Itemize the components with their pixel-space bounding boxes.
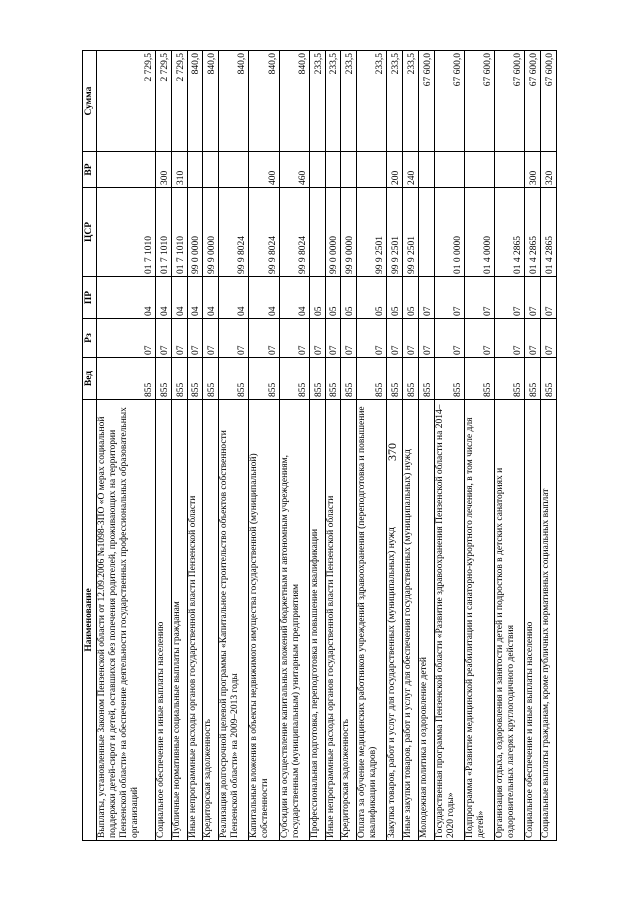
table-row bbox=[357, 51, 387, 841]
table-row bbox=[418, 51, 434, 841]
cell-sum: 67 600,0 bbox=[541, 51, 557, 152]
table-row bbox=[219, 51, 249, 841]
cell-sum: 840,0 bbox=[203, 51, 219, 152]
cell-csr: 01 7 1010 bbox=[171, 188, 187, 277]
header-name: Наименование bbox=[83, 400, 97, 841]
cell-sum: 2 729,5 bbox=[171, 51, 187, 152]
cell-vr: 200 bbox=[387, 152, 403, 188]
cell-ved: 855 bbox=[403, 358, 419, 400]
cell-pr: 04 bbox=[219, 277, 249, 319]
cell-sum: 67 600,0 bbox=[495, 51, 525, 152]
cell-csr: 01 0 0000 bbox=[434, 188, 464, 277]
cell-rz: 07 bbox=[97, 319, 156, 358]
cell-vr bbox=[434, 152, 464, 188]
cell-name: Государственная программа Пензенской области «Развитие здравоохранения Пензенской области на 2014–2020 годы» bbox=[434, 400, 464, 841]
cell-pr: 04 bbox=[97, 277, 156, 319]
cell-vr bbox=[187, 152, 203, 188]
cell-pr: 04 bbox=[187, 277, 203, 319]
rotated-page bbox=[82, 51, 557, 841]
table-row bbox=[403, 51, 419, 841]
table-row bbox=[203, 51, 219, 841]
header-rz: Рз bbox=[83, 319, 97, 358]
cell-name: Социальные выплаты гражданам, кроме публичных нормативных социальных выплат bbox=[541, 400, 557, 841]
cell-name: Выплаты, установленные Законом Пензенской области от 12.09.2006 №1098-ЗПО «О мерах социальной поддержки детей-сирот и детей, оставшихся без попечения родителей, проживающих на территории Пензенской области» на обеспечение деятельности государственных профессиональных образовательных организаций bbox=[97, 400, 156, 841]
cell-rz: 07 bbox=[325, 319, 341, 358]
cell-vr bbox=[418, 152, 434, 188]
cell-name: Социальное обеспечение и иные выплаты населению bbox=[525, 400, 541, 841]
cell-rz: 07 bbox=[156, 319, 172, 358]
cell-rz: 07 bbox=[464, 319, 494, 358]
cell-csr: 99 9 2501 bbox=[387, 188, 403, 277]
cell-pr: 05 bbox=[325, 277, 341, 319]
cell-csr: 01 7 1010 bbox=[97, 188, 156, 277]
cell-ved: 855 bbox=[309, 358, 325, 400]
table-row bbox=[171, 51, 187, 841]
cell-rz: 07 bbox=[541, 319, 557, 358]
cell-csr: 01 4 0000 bbox=[464, 188, 494, 277]
cell-csr: 99 0 0000 bbox=[325, 188, 341, 277]
cell-sum: 2 729,5 bbox=[156, 51, 172, 152]
cell-ved: 855 bbox=[187, 358, 203, 400]
cell-csr: 01 4 2865 bbox=[495, 188, 525, 277]
cell-sum: 67 600,0 bbox=[418, 51, 434, 152]
cell-csr: 99 9 2501 bbox=[357, 188, 387, 277]
cell-name: Подпрограмма «Развитие медицинской реабилитации и санаторно-курортного лечения, в том числе для детей» bbox=[464, 400, 494, 841]
cell-ved: 855 bbox=[541, 358, 557, 400]
cell-sum: 2 729,5 bbox=[97, 51, 156, 152]
cell-ved: 855 bbox=[495, 358, 525, 400]
cell-pr: 07 bbox=[434, 277, 464, 319]
header-sum: Сумма bbox=[83, 51, 97, 152]
header-pr: ПР bbox=[83, 277, 97, 319]
header-csr: ЦСР bbox=[83, 188, 97, 277]
table-row bbox=[249, 51, 279, 841]
cell-csr: 99 0 0000 bbox=[187, 188, 203, 277]
cell-name: Иные закупки товаров, работ и услуг для обеспечения государственных (муниципальных) нужд bbox=[403, 400, 419, 841]
cell-vr: 300 bbox=[525, 152, 541, 188]
cell-rz: 07 bbox=[403, 319, 419, 358]
cell-vr bbox=[203, 152, 219, 188]
cell-pr: 07 bbox=[495, 277, 525, 319]
cell-pr: 05 bbox=[403, 277, 419, 319]
cell-name: Кредиторская задолженность bbox=[203, 400, 219, 841]
cell-pr: 04 bbox=[203, 277, 219, 319]
cell-sum: 233,5 bbox=[387, 51, 403, 152]
table-row bbox=[341, 51, 357, 841]
cell-ved: 855 bbox=[325, 358, 341, 400]
cell-pr: 07 bbox=[418, 277, 434, 319]
table-row bbox=[387, 51, 403, 841]
cell-ved: 855 bbox=[387, 358, 403, 400]
cell-rz: 07 bbox=[203, 319, 219, 358]
cell-vr: 460 bbox=[279, 152, 309, 188]
cell-ved: 855 bbox=[464, 358, 494, 400]
cell-csr bbox=[418, 188, 434, 277]
cell-ved: 855 bbox=[219, 358, 249, 400]
cell-ved: 855 bbox=[156, 358, 172, 400]
cell-vr: 400 bbox=[249, 152, 279, 188]
cell-csr: 99 9 0000 bbox=[341, 188, 357, 277]
cell-sum: 67 600,0 bbox=[464, 51, 494, 152]
cell-name: Иные непрограммные расходы органов государственной власти Пензенской области bbox=[325, 400, 341, 841]
cell-pr: 04 bbox=[156, 277, 172, 319]
cell-ved: 855 bbox=[341, 358, 357, 400]
cell-ved: 855 bbox=[357, 358, 387, 400]
cell-name: Профессиональная подготовка, переподготовка и повышение квалификации bbox=[309, 400, 325, 841]
cell-vr bbox=[341, 152, 357, 188]
cell-ved: 855 bbox=[203, 358, 219, 400]
cell-sum: 840,0 bbox=[249, 51, 279, 152]
cell-rz: 07 bbox=[387, 319, 403, 358]
cell-name: Закупка товаров, работ и услуг для государственных (муниципальных) нужд bbox=[387, 400, 403, 841]
cell-rz: 07 bbox=[309, 319, 325, 358]
cell-ved: 855 bbox=[249, 358, 279, 400]
cell-sum: 840,0 bbox=[279, 51, 309, 152]
cell-pr: 05 bbox=[357, 277, 387, 319]
cell-vr bbox=[495, 152, 525, 188]
cell-name: Субсидии на осуществление капитальных вложений бюджетным и автономным учреждениям, государственным (муниципальным) унитарным предприятиям bbox=[279, 400, 309, 841]
cell-vr bbox=[309, 152, 325, 188]
cell-vr: 310 bbox=[171, 152, 187, 188]
cell-name: Социальное обеспечение и иные выплаты населению bbox=[156, 400, 172, 841]
cell-rz: 07 bbox=[219, 319, 249, 358]
cell-vr: 320 bbox=[541, 152, 557, 188]
cell-vr bbox=[325, 152, 341, 188]
cell-name: Кредиторская задолженность bbox=[341, 400, 357, 841]
table-row bbox=[434, 51, 464, 841]
cell-vr bbox=[357, 152, 387, 188]
cell-vr: 300 bbox=[156, 152, 172, 188]
cell-csr: 01 4 2865 bbox=[541, 188, 557, 277]
cell-csr: 99 9 8024 bbox=[279, 188, 309, 277]
table-row bbox=[279, 51, 309, 841]
table-row bbox=[325, 51, 341, 841]
table-row bbox=[187, 51, 203, 841]
cell-name: Оплата за обучение медицинских работников учреждений здравоохранения (переподготовка и повышение квалификации кадров) bbox=[357, 400, 387, 841]
cell-sum: 67 600,0 bbox=[525, 51, 541, 152]
cell-vr bbox=[97, 152, 156, 188]
cell-pr: 04 bbox=[279, 277, 309, 319]
cell-pr: 05 bbox=[309, 277, 325, 319]
cell-sum: 233,5 bbox=[357, 51, 387, 152]
cell-csr: 99 9 0000 bbox=[203, 188, 219, 277]
cell-ved: 855 bbox=[97, 358, 156, 400]
budget-table bbox=[82, 50, 557, 841]
cell-vr: 240 bbox=[403, 152, 419, 188]
cell-name: Организация отдыха, оздоровления и занятости детей и подростков в детских санаториях и оздоровительных лагерях круглогодичного действия bbox=[495, 400, 525, 841]
cell-pr: 07 bbox=[464, 277, 494, 319]
cell-csr: 99 9 2501 bbox=[403, 188, 419, 277]
cell-rz: 07 bbox=[279, 319, 309, 358]
table-header-row bbox=[83, 51, 97, 841]
cell-rz: 07 bbox=[341, 319, 357, 358]
cell-pr: 05 bbox=[341, 277, 357, 319]
cell-pr: 07 bbox=[525, 277, 541, 319]
cell-name: Публичные нормативные социальные выплаты гражданам bbox=[171, 400, 187, 841]
table-row bbox=[541, 51, 557, 841]
table-row bbox=[156, 51, 172, 841]
table-row bbox=[97, 51, 156, 841]
cell-rz: 07 bbox=[357, 319, 387, 358]
cell-vr bbox=[219, 152, 249, 188]
table-row bbox=[495, 51, 525, 841]
cell-sum: 840,0 bbox=[219, 51, 249, 152]
cell-ved: 855 bbox=[171, 358, 187, 400]
header-ved: Вед bbox=[83, 358, 97, 400]
cell-csr: 01 7 1010 bbox=[156, 188, 172, 277]
cell-name: Капитальные вложения в объекты недвижимого имущества государственной (муниципальной) собственности bbox=[249, 400, 279, 841]
cell-pr: 04 bbox=[249, 277, 279, 319]
cell-sum: 233,5 bbox=[325, 51, 341, 152]
cell-csr: 99 9 8024 bbox=[219, 188, 249, 277]
cell-sum: 840,0 bbox=[187, 51, 203, 152]
page-number: 370 bbox=[385, 443, 399, 461]
cell-pr: 07 bbox=[541, 277, 557, 319]
cell-sum: 233,5 bbox=[309, 51, 325, 152]
table-row bbox=[309, 51, 325, 841]
cell-rz: 07 bbox=[434, 319, 464, 358]
cell-name: Реализация долгосрочной целевой программы «Капитальное строительство объектов собственности Пензенской области» на 2009–2013 годы bbox=[219, 400, 249, 841]
cell-rz: 07 bbox=[249, 319, 279, 358]
cell-sum: 233,5 bbox=[403, 51, 419, 152]
cell-csr bbox=[309, 188, 325, 277]
cell-rz: 07 bbox=[171, 319, 187, 358]
cell-name: Иные непрограммные расходы органов государственной власти Пензенской области bbox=[187, 400, 203, 841]
cell-csr: 01 4 2865 bbox=[525, 188, 541, 277]
cell-sum: 67 600,0 bbox=[434, 51, 464, 152]
cell-rz: 07 bbox=[525, 319, 541, 358]
cell-ved: 855 bbox=[525, 358, 541, 400]
cell-rz: 07 bbox=[495, 319, 525, 358]
cell-ved: 855 bbox=[279, 358, 309, 400]
table-row bbox=[464, 51, 494, 841]
cell-pr: 05 bbox=[387, 277, 403, 319]
cell-ved: 855 bbox=[418, 358, 434, 400]
cell-rz: 07 bbox=[418, 319, 434, 358]
header-vr: ВР bbox=[83, 152, 97, 188]
cell-pr: 04 bbox=[171, 277, 187, 319]
cell-ved: 855 bbox=[434, 358, 464, 400]
cell-sum: 233,5 bbox=[341, 51, 357, 152]
cell-csr: 99 9 8024 bbox=[249, 188, 279, 277]
table-row bbox=[525, 51, 541, 841]
cell-rz: 07 bbox=[187, 319, 203, 358]
cell-name: Молодежная политика и оздоровление детей bbox=[418, 400, 434, 841]
cell-vr bbox=[464, 152, 494, 188]
